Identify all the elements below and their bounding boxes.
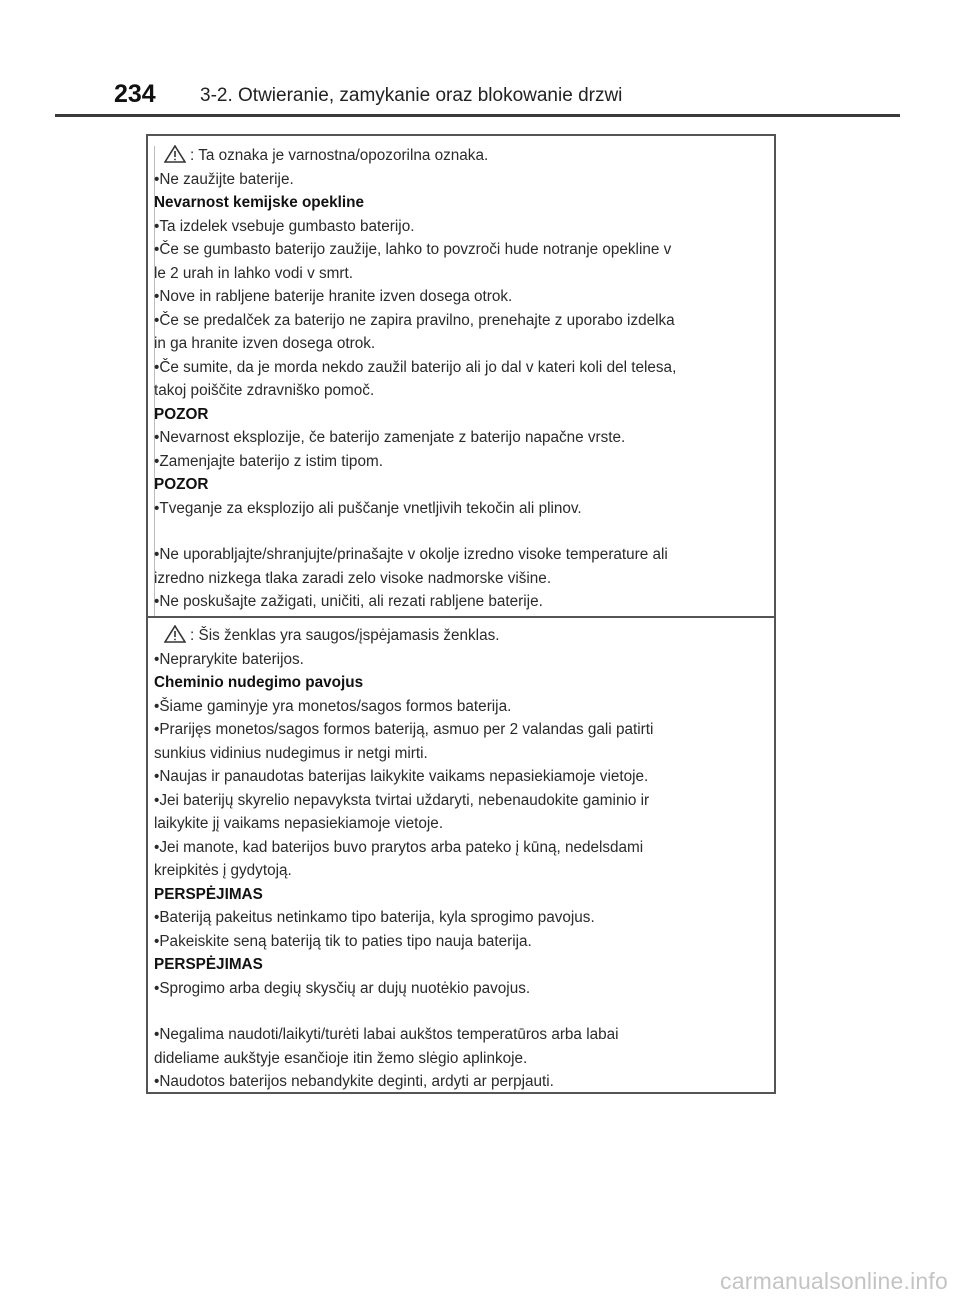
warning-text-line: •Šiame gaminyje yra monetos/sagos formos baterija. (154, 697, 512, 715)
warning-text-line: •Zamenjajte baterijo z istim tipom. (154, 452, 383, 470)
warning-text-line: sunkius vidinius nudegimus ir netgi mirti. (154, 744, 428, 762)
scanned-warning-sheet (146, 134, 776, 1094)
warning-text-line: •Nevarnost eksplozije, če baterijo zamenjate z baterijo napačne vrste. (154, 429, 626, 446)
warning-text-line: •Jei baterijų skyrelio nepavyksta tvirtai uždaryti, nebenaudokite gaminio ir (154, 791, 650, 809)
lithuanian-notice-line (154, 624, 768, 648)
warning-text-line: •Pakeiskite seną bateriją tik to paties tipo nauja baterija. (154, 932, 532, 950)
warning-text-line: •Ne zaužijte baterije. (154, 170, 294, 188)
warning-text-line: kreipkitės į gydytoją. (154, 862, 292, 879)
warning-text-line: •Ta izdelek vsebuje gumbasto baterijo. (154, 217, 415, 235)
warning-text-line: •Ne poskušajte zažigati, uničiti, ali rezati rabljene baterije. (154, 593, 543, 610)
warning-text-line: in ga hranite izven dosega otrok. (154, 335, 376, 352)
lithuanian-lines (154, 648, 768, 1094)
warning-text-line: •Naudotos baterijos nebandykite deginti, ardyti ar perpjauti. (154, 1073, 554, 1090)
slovenian-lines (154, 168, 768, 614)
warning-text-line: •Če se predalček za baterijo ne zapira pravilno, prenehajte z uporabo izdelka (154, 311, 675, 329)
warning-text-line: •Tveganje za eksplozijo ali puščanje vnetljivih tekočin ali plinov. (154, 499, 582, 517)
slovenian-notice-text: : Ta oznaka je varnostna/opozorilna oznaka. (190, 147, 489, 164)
page-number: 234 (114, 80, 156, 108)
warning-text-line: •Prarijęs monetos/sagos formos bateriją, asmuo per 2 valandas gali patirti (154, 721, 654, 738)
blank-line (154, 1000, 768, 1023)
lithuanian-notice-text: : Šis ženklas yra saugos/įspėjamasis ženklas. (190, 627, 500, 644)
warning-triangle-icon (164, 625, 186, 643)
warning-text-line: •Če sumite, da je morda nekdo zaužil baterijo ali jo dal v kateri koli del telesa, (154, 358, 677, 376)
page-header (55, 78, 900, 117)
warning-text-line: dideliame aukštyje esančioje itin žemo slėgio aplinkoje. (154, 1049, 528, 1067)
warning-heading: Cheminio nudegimo pavojus (154, 674, 364, 691)
slovenian-warning-block (154, 144, 768, 614)
section-title: 3-2. Otwieranie, zamykanie oraz blokowanie drzwi (200, 85, 623, 106)
slovenian-notice-line (154, 144, 768, 168)
warning-text-line: le 2 urah in lahko vodi v smrt. (154, 264, 353, 282)
warning-text-line: laikykite jį vaikams nepasiekiamoje vietoje. (154, 815, 444, 832)
warning-text-line: •Jei manote, kad baterijos buvo prarytos arba pateko į kūną, nedelsdami (154, 838, 644, 856)
warning-heading: POZOR (154, 405, 209, 423)
warning-heading: PERSPĖJIMAS (154, 885, 263, 903)
warning-text-line: •Naujas ir panaudotas baterijas laikykite vaikams nepasiekiamoje vietoje. (154, 768, 649, 785)
section-divider (148, 616, 774, 618)
warning-heading: POZOR (154, 476, 209, 493)
warning-triangle-icon (164, 145, 186, 163)
warning-text-line: •Neprarykite baterijos. (154, 650, 304, 668)
warning-text-line: takoj poiščite zdravniško pomoč. (154, 382, 375, 399)
warning-heading: Nevarnost kemijske opekline (154, 194, 365, 211)
warning-text-line: izredno nizkega tlaka zaradi zelo visoke nadmorske višine. (154, 569, 552, 587)
site-watermark: carmanualsonline.info (720, 1268, 948, 1294)
warning-text-line: •Nove in rabljene baterije hranite izven dosega otrok. (154, 288, 513, 305)
lithuanian-warning-block (154, 624, 768, 1094)
blank-line (154, 520, 768, 543)
warning-heading: PERSPĖJIMAS (154, 956, 263, 973)
warning-text-line: •Ne uporabljajte/shranjujte/prinašajte v okolje izredno visoke temperature ali (154, 546, 668, 563)
warning-text-line: •Bateriją pakeitus netinkamo tipo baterija, kyla sprogimo pavojus. (154, 909, 595, 926)
warning-text-line: •Negalima naudoti/laikyti/turėti labai aukštos temperatūros arba labai (154, 1026, 619, 1043)
warning-text-line: •Če se gumbasto baterijo zaužije, lahko to povzroči hude notranje opekline v (154, 241, 672, 258)
warning-text-line: •Sprogimo arba degių skysčių ar dujų nuotėkio pavojus. (154, 979, 531, 997)
